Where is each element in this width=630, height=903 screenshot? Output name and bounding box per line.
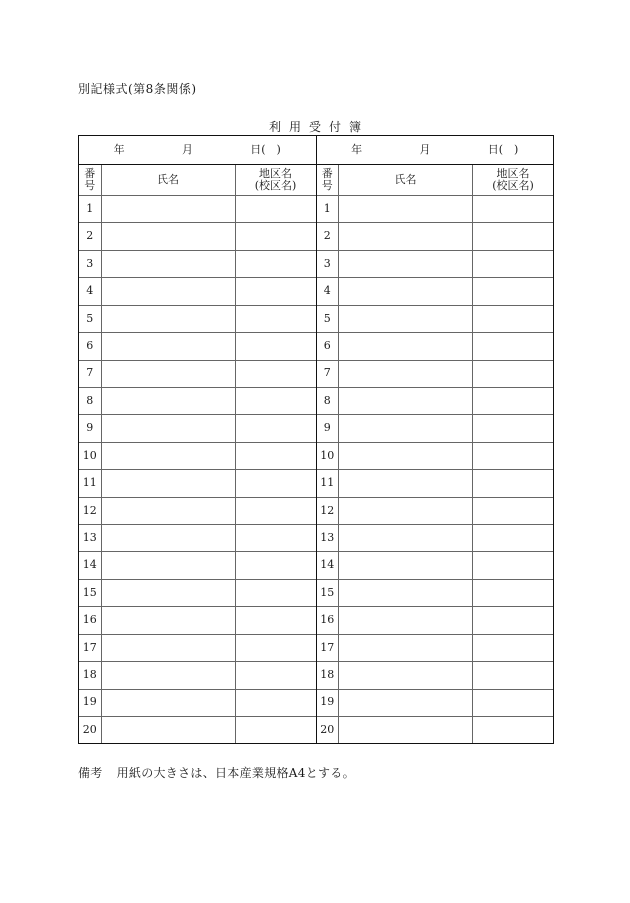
register-row (79, 250, 316, 277)
register-row (79, 552, 316, 579)
district-cell[interactable] (235, 717, 316, 743)
name-cell[interactable] (101, 223, 235, 250)
number-column-header (317, 165, 339, 196)
name-column-header: 氏名 (101, 165, 235, 196)
register-row (317, 196, 554, 223)
row-number: 4 (317, 278, 339, 305)
district-cell[interactable] (235, 415, 316, 442)
name-cell[interactable] (339, 305, 473, 332)
register-row (317, 305, 554, 332)
month-label: 月 (419, 142, 431, 156)
number-header-bottom: 号 (321, 179, 333, 192)
date-row (79, 136, 316, 165)
row-number: 13 (79, 525, 101, 552)
district-cell[interactable] (473, 579, 554, 606)
remark-heading: 備考 (78, 766, 103, 780)
name-cell[interactable] (101, 415, 235, 442)
row-number: 1 (317, 196, 339, 223)
district-header-top: 地区名 (259, 166, 292, 180)
row-number: 19 (317, 689, 339, 716)
year-label: 年 (113, 142, 125, 156)
year-label: 年 (351, 142, 363, 156)
column-header-row (317, 165, 554, 196)
register-row (79, 387, 316, 414)
row-number: 3 (79, 250, 101, 277)
name-cell[interactable] (101, 250, 235, 277)
number-header-bottom: 号 (84, 179, 96, 192)
row-number: 9 (79, 415, 101, 442)
district-cell[interactable] (473, 662, 554, 689)
date-cell[interactable] (317, 136, 554, 165)
district-cell[interactable] (473, 717, 554, 743)
district-cell[interactable] (473, 250, 554, 277)
register-left-table (79, 136, 316, 743)
register-row (317, 223, 554, 250)
row-number: 15 (317, 579, 339, 606)
district-cell[interactable] (473, 278, 554, 305)
district-cell[interactable] (235, 552, 316, 579)
row-number: 6 (79, 333, 101, 360)
name-cell[interactable] (101, 525, 235, 552)
name-cell[interactable] (101, 470, 235, 497)
name-cell[interactable] (339, 223, 473, 250)
name-cell[interactable] (101, 442, 235, 469)
district-cell[interactable] (235, 223, 316, 250)
day-label: 日( ) (487, 142, 519, 156)
form-label: 別記様式(第8条関係) (78, 82, 197, 96)
row-number: 7 (317, 360, 339, 387)
name-cell[interactable] (101, 689, 235, 716)
row-number: 1 (79, 196, 101, 223)
register-row (79, 607, 316, 634)
name-cell[interactable] (101, 387, 235, 414)
district-cell[interactable] (473, 497, 554, 524)
register-row (79, 525, 316, 552)
register-row (317, 607, 554, 634)
name-cell[interactable] (339, 552, 473, 579)
register-row (79, 689, 316, 716)
name-cell[interactable] (339, 333, 473, 360)
district-cell[interactable] (235, 662, 316, 689)
district-cell[interactable] (473, 415, 554, 442)
row-number: 11 (317, 470, 339, 497)
name-cell[interactable] (101, 607, 235, 634)
district-cell[interactable] (473, 689, 554, 716)
register-row (317, 634, 554, 661)
register-right-table (317, 136, 554, 743)
name-cell[interactable] (101, 579, 235, 606)
district-cell[interactable] (473, 333, 554, 360)
name-cell[interactable] (339, 470, 473, 497)
district-cell[interactable] (473, 607, 554, 634)
district-cell[interactable] (473, 360, 554, 387)
row-number: 5 (79, 305, 101, 332)
row-number: 3 (317, 250, 339, 277)
row-number: 15 (79, 579, 101, 606)
district-cell[interactable] (473, 470, 554, 497)
register-row (317, 662, 554, 689)
district-cell[interactable] (473, 305, 554, 332)
name-cell[interactable] (101, 278, 235, 305)
register-row (79, 497, 316, 524)
district-header-top: 地区名 (496, 166, 530, 180)
name-cell[interactable] (339, 442, 473, 469)
day-label: 日( ) (250, 142, 281, 156)
name-cell[interactable] (339, 387, 473, 414)
register-row (317, 278, 554, 305)
month-label: 月 (181, 142, 193, 156)
register-row (79, 278, 316, 305)
register-title: 利用受付簿 (268, 120, 369, 134)
district-cell[interactable] (235, 333, 316, 360)
row-number: 17 (317, 634, 339, 661)
name-cell[interactable] (339, 360, 473, 387)
district-column-header (235, 165, 316, 196)
name-cell[interactable] (101, 497, 235, 524)
row-number: 4 (79, 278, 101, 305)
row-number: 16 (317, 607, 339, 634)
district-cell[interactable] (235, 607, 316, 634)
name-cell[interactable] (101, 305, 235, 332)
district-cell[interactable] (235, 305, 316, 332)
register-row (79, 634, 316, 661)
row-number: 20 (317, 717, 339, 743)
register-row (317, 360, 554, 387)
name-cell[interactable] (339, 579, 473, 606)
register-left-half (79, 136, 317, 743)
name-column-header: 氏名 (339, 165, 473, 196)
district-cell[interactable] (473, 442, 554, 469)
row-number: 10 (79, 442, 101, 469)
name-cell[interactable] (101, 196, 235, 223)
district-header-bottom: (校区名) (492, 179, 534, 192)
district-cell[interactable] (235, 387, 316, 414)
register-row (317, 387, 554, 414)
district-cell[interactable] (235, 278, 316, 305)
register-row (79, 196, 316, 223)
register-row (317, 689, 554, 716)
name-cell[interactable] (339, 415, 473, 442)
number-header-top: 番 (321, 166, 333, 180)
name-cell[interactable] (339, 278, 473, 305)
district-cell[interactable] (235, 196, 316, 223)
number-header-top: 番 (84, 166, 96, 180)
row-number: 18 (317, 662, 339, 689)
register-row (79, 662, 316, 689)
row-number: 17 (79, 634, 101, 661)
column-header-row (79, 165, 316, 196)
row-number: 12 (317, 497, 339, 524)
register-row (79, 717, 316, 743)
name-cell[interactable] (339, 196, 473, 223)
remark-text: 用紙の大きさは、日本産業規格A4とする。 (116, 766, 355, 780)
name-cell[interactable] (101, 662, 235, 689)
register-row (317, 442, 554, 469)
number-column-header (79, 165, 101, 196)
district-cell[interactable] (235, 579, 316, 606)
name-cell[interactable] (339, 497, 473, 524)
name-cell[interactable] (339, 607, 473, 634)
name-cell[interactable] (339, 662, 473, 689)
date-cell[interactable] (79, 136, 316, 165)
row-number: 9 (317, 415, 339, 442)
row-number: 10 (317, 442, 339, 469)
register-row (317, 497, 554, 524)
name-cell[interactable] (339, 634, 473, 661)
register-row (79, 223, 316, 250)
district-cell[interactable] (235, 442, 316, 469)
row-number: 7 (79, 360, 101, 387)
date-row (317, 136, 554, 165)
row-number: 14 (317, 552, 339, 579)
row-number: 5 (317, 305, 339, 332)
district-cell[interactable] (473, 552, 554, 579)
district-cell[interactable] (473, 525, 554, 552)
district-cell[interactable] (235, 250, 316, 277)
row-number: 6 (317, 333, 339, 360)
name-cell[interactable] (339, 250, 473, 277)
register-table (78, 135, 554, 744)
district-cell[interactable] (235, 689, 316, 716)
name-cell[interactable] (101, 634, 235, 661)
row-number: 19 (79, 689, 101, 716)
remark-note (78, 764, 355, 781)
row-number: 11 (79, 470, 101, 497)
register-row (317, 250, 554, 277)
name-cell[interactable] (339, 717, 473, 743)
row-number: 8 (79, 387, 101, 414)
register-row (79, 305, 316, 332)
row-number: 2 (317, 223, 339, 250)
register-row (317, 415, 554, 442)
district-cell[interactable] (473, 196, 554, 223)
row-number: 16 (79, 607, 101, 634)
row-number: 12 (79, 497, 101, 524)
district-cell[interactable] (235, 497, 316, 524)
district-cell[interactable] (235, 470, 316, 497)
row-number: 8 (317, 387, 339, 414)
name-cell[interactable] (101, 552, 235, 579)
name-cell[interactable] (101, 360, 235, 387)
row-number: 2 (79, 223, 101, 250)
register-row (317, 579, 554, 606)
register-row (79, 333, 316, 360)
register-row (317, 525, 554, 552)
row-number: 14 (79, 552, 101, 579)
register-row (79, 470, 316, 497)
register-row (317, 333, 554, 360)
register-row (317, 717, 554, 743)
row-number: 18 (79, 662, 101, 689)
name-cell[interactable] (339, 525, 473, 552)
register-row (317, 552, 554, 579)
district-cell[interactable] (235, 360, 316, 387)
district-cell[interactable] (473, 634, 554, 661)
district-cell[interactable] (235, 634, 316, 661)
register-row (79, 360, 316, 387)
row-number: 13 (317, 525, 339, 552)
name-cell[interactable] (339, 689, 473, 716)
register-row (79, 415, 316, 442)
register-right-half (317, 136, 554, 743)
name-cell[interactable] (101, 717, 235, 743)
register-row (79, 579, 316, 606)
district-column-header (473, 165, 554, 196)
district-header-bottom: (校区名) (254, 179, 297, 192)
name-cell[interactable] (101, 333, 235, 360)
register-row (79, 442, 316, 469)
register-row (317, 470, 554, 497)
district-cell[interactable] (473, 387, 554, 414)
district-cell[interactable] (235, 525, 316, 552)
district-cell[interactable] (473, 223, 554, 250)
row-number: 20 (79, 717, 101, 743)
